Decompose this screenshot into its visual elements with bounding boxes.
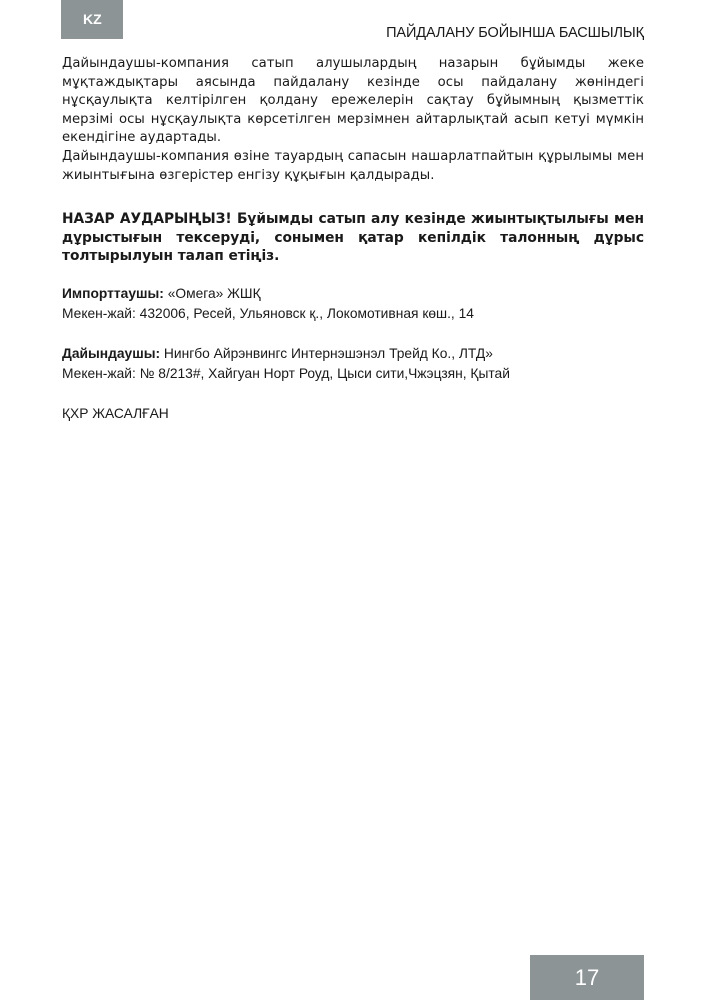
importer-block <box>62 284 644 324</box>
page-number-box <box>530 955 644 1000</box>
manufacturer-label: Дайындаушы: <box>62 345 161 361</box>
paragraph-design-changes: Дайындаушы-компания өзіне тауардың сапасын нашарлатпайтын құрылымы мен жиынтығына өзгерістер енгізу құқығын қалдырады. <box>62 148 644 183</box>
importer-name: «Омега» ЖШҚ <box>163 285 261 301</box>
manufacturer-block <box>62 344 644 384</box>
language-tab <box>61 0 123 39</box>
page-number: 17 <box>574 965 600 990</box>
importer-line <box>62 284 644 304</box>
paragraph-service-life: Дайындаушы-компания сатып алушылардың назарын бұйымды жеке мұқтаждықтары аясында пайдалану кезінде осы пайдалану жөніндегі нұсқаулықта келтірілген қолдану ережелерін сақтау бұйымның қызметтік мерзімі осы нұсқаулықта көрсетілген мерзімнен айтарлықтай асып кетуі мүмкін екендігіне аудартады. <box>62 56 644 146</box>
manual-title: ПАЙДАЛАНУ БОЙЫНША БАСШЫЛЫҚ <box>386 25 644 41</box>
warning-notice: НАЗАР АУДАРЫҢЫЗ! Бұйымды сатып алу кезінде жиынтықтылығы мен дұрыстығын тексеруді, сонымен қатар кепілдік талонның дұрыс толтырылуын талап етіңіз. <box>62 211 644 265</box>
manufacturer-name: Нингбо Айрэнвингс Интернэшэнэл Трейд Ко., ЛТД» <box>160 345 493 361</box>
manufacturer-address: Мекен-жай: № 8/213#, Хайгуан Норт Роуд, Цыси сити,Чжэцзян, Қытай <box>62 365 510 381</box>
importer-label: Импорттаушы: <box>62 285 164 301</box>
importer-address: Мекен-жай: 432006, Ресей, Ульяновск қ., Локомотивная көш., 14 <box>62 305 474 321</box>
language-code: KZ <box>83 11 102 27</box>
made-in-label: ҚХР ЖАСАЛҒАН <box>62 405 169 421</box>
page-content <box>62 55 644 424</box>
manufacturer-line <box>62 344 644 364</box>
